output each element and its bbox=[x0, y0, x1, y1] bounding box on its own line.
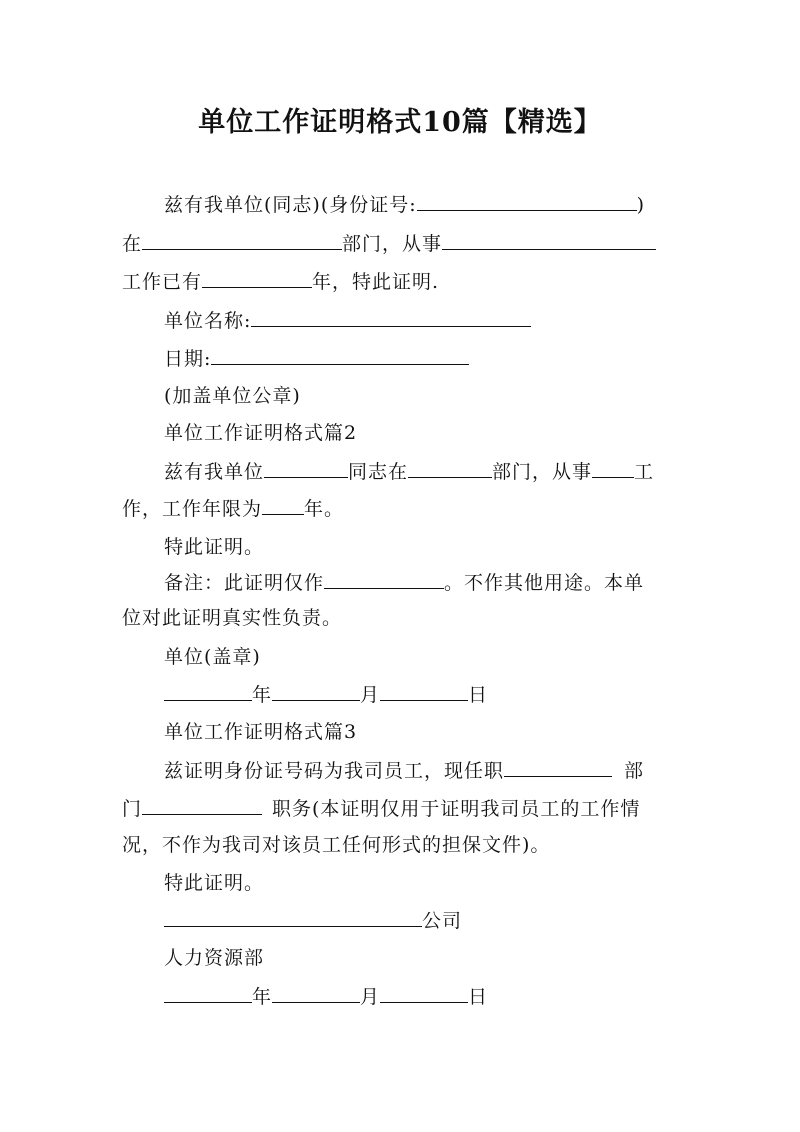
comrade-blank bbox=[264, 459, 348, 478]
s2-month-label: 月 bbox=[360, 684, 381, 706]
s2-remark-a: 备注：此证明仅作 bbox=[164, 572, 325, 594]
section2-heading: 单位工作证明格式篇2 bbox=[164, 422, 358, 444]
s2-department-blank bbox=[408, 459, 492, 478]
s3-day-label: 日 bbox=[468, 986, 489, 1008]
unit-name-line bbox=[164, 308, 531, 333]
p1-l1-text-a: 兹有我单位(同志)(身份证号: bbox=[164, 194, 417, 216]
p1-l3-text-a: 工作已有 bbox=[122, 271, 203, 293]
document-title: 单位工作证明格式10篇【精选】 bbox=[198, 107, 602, 138]
p1-l3-text-b: 年，特此证明. bbox=[312, 271, 440, 293]
seal-note: (加盖单位公章) bbox=[164, 385, 301, 407]
date-line bbox=[164, 346, 469, 371]
section2-certify: 特此证明。 bbox=[164, 536, 265, 558]
p1-line-2 bbox=[122, 231, 656, 256]
work-type-blank bbox=[442, 231, 656, 250]
s2-l1-text-b: 同志在 bbox=[348, 461, 409, 483]
section2-line-2 bbox=[122, 496, 344, 521]
s2-year-blank bbox=[164, 682, 252, 701]
department-blank bbox=[142, 231, 342, 250]
section2-unit-seal: 单位(盖章) bbox=[164, 646, 261, 668]
s2-month-blank bbox=[272, 682, 360, 701]
s3-month-label: 月 bbox=[360, 986, 381, 1008]
p1-l2-text-a: 在 bbox=[122, 233, 143, 255]
unit-name-blank bbox=[251, 308, 531, 327]
section2-remark-line-2: 位对此证明真实性负责。 bbox=[122, 607, 343, 629]
p1-l2-text-b: 部门，从事 bbox=[342, 233, 443, 255]
section3-hr-dept: 人力资源部 bbox=[164, 947, 265, 969]
section3-heading: 单位工作证明格式篇3 bbox=[164, 721, 358, 743]
section3-line-2 bbox=[122, 796, 640, 821]
company-label: 公司 bbox=[422, 910, 463, 932]
s2-work-blank bbox=[592, 459, 634, 478]
s2-l2-text-b: 年。 bbox=[304, 498, 345, 520]
s3-l1-text-a: 兹证明身份证号码为我司员工，现任职 bbox=[164, 760, 505, 782]
p1-line-1 bbox=[164, 192, 645, 217]
section2-date-line bbox=[164, 682, 488, 707]
purpose-blank bbox=[324, 570, 444, 589]
section3-company-line bbox=[164, 908, 462, 933]
s2-remark-b: 。不作其他用途。本单 bbox=[444, 572, 645, 594]
section3-date-line bbox=[164, 984, 488, 1009]
s2-l1-text-d: 工 bbox=[634, 461, 655, 483]
section3-line-3: 况，不作为我司对该员工任何形式的担保文件)。 bbox=[122, 834, 551, 856]
s3-year-label: 年 bbox=[252, 986, 273, 1008]
s2-l1-text-a: 兹有我单位 bbox=[164, 461, 265, 483]
section2-line-1 bbox=[164, 459, 654, 484]
s3-department-blank bbox=[142, 796, 262, 815]
date-blank bbox=[211, 346, 469, 365]
s2-day-blank bbox=[380, 682, 468, 701]
s2-l2-text-a: 作，工作年限为 bbox=[122, 498, 263, 520]
section3-certify: 特此证明。 bbox=[164, 872, 265, 894]
s3-year-blank bbox=[164, 984, 252, 1003]
p1-l1-text-b: ) bbox=[636, 194, 646, 216]
p1-line-3 bbox=[122, 269, 439, 294]
years-blank bbox=[202, 269, 312, 288]
s3-l2-text-b: 职务(本证明仅用于证明我司员工的工作情 bbox=[272, 798, 641, 820]
s3-month-blank bbox=[272, 984, 360, 1003]
s2-l1-text-c: 部门，从事 bbox=[492, 461, 593, 483]
s3-position-blank bbox=[504, 758, 612, 777]
id-number-blank bbox=[417, 192, 637, 211]
unit-name-label: 单位名称: bbox=[164, 310, 252, 332]
s2-year-label: 年 bbox=[252, 684, 273, 706]
s3-day-blank bbox=[380, 984, 468, 1003]
section2-remark-line-1 bbox=[164, 570, 644, 595]
company-blank bbox=[164, 908, 422, 927]
date-label: 日期: bbox=[164, 348, 212, 370]
s3-l1-text-b: 部 bbox=[624, 760, 645, 782]
s2-years-blank bbox=[262, 496, 304, 515]
section3-line-1 bbox=[164, 758, 644, 783]
s2-day-label: 日 bbox=[468, 684, 489, 706]
s3-l2-text-a: 门 bbox=[122, 798, 143, 820]
